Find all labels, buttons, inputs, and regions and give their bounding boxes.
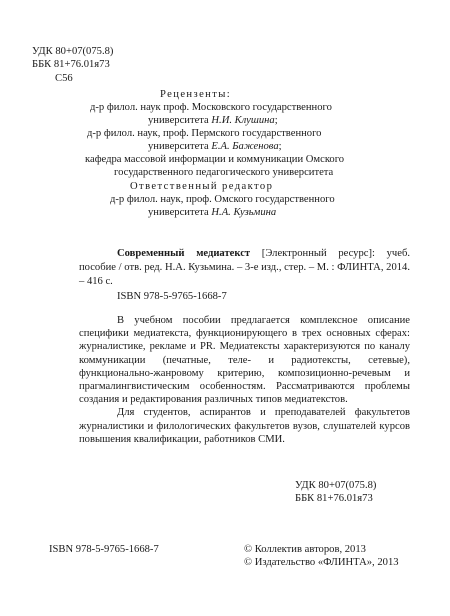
bbk-code-bottom: ББК 81+76.01я73 xyxy=(295,493,373,504)
bibliographic-isbn: ISBN 978-5-9765-1668-7 xyxy=(117,291,227,302)
editor-line2: университета Н.А. Кузьмина xyxy=(148,207,277,218)
reviewer-1-line1: д-р филол. наук проф. Московского государственного xyxy=(90,102,332,113)
udk-code-bottom: УДК 80+07(075.8) xyxy=(295,480,377,491)
reviewer-3-line2: государственного педагогического университета xyxy=(114,167,334,178)
reviewers-heading: Рецензенты: xyxy=(160,89,232,100)
footer-isbn: ISBN 978-5-9765-1668-7 xyxy=(49,544,159,555)
editor-line1: д-р филол. наук, проф. Омского государственного xyxy=(110,194,335,205)
reviewer-3-line1: кафедра массовой информации и коммуникации Омского xyxy=(85,154,345,165)
reviewer-2-line2: университета Е.А. Баженова; xyxy=(148,141,282,152)
annotation-paragraph-1: В учебном пособии предлагается комплексное описание специфики медиатекста, функционирующего в трех основных сферах: журналистике, рекламе и PR. Медиатексты характеризуются по каналу коммуникации (печатные, теле- и радиотексты, сетевые), функционально-жанровому критерию, композиционно-речевым и прагмалингвистическим особенностям. Рассматриваются проблемы создания и редактирования различных типов медиатекстов. xyxy=(79,315,410,406)
annotation-paragraph-2: Для студентов, аспирантов и преподавателей факультетов журналистики и филологических факультетов вузов, слушателей курсов повышения квалификации, работников СМИ. xyxy=(79,407,410,445)
book-title: Современный медиатекст xyxy=(117,248,251,259)
reviewer-2-line1: д-р филол. наук, проф. Пермского государственного xyxy=(87,128,322,139)
editor-heading: Ответственный редактор xyxy=(130,181,274,192)
copyright-publisher: © Издательство «ФЛИНТА», 2013 xyxy=(244,557,399,568)
reviewer-2-name: Е.А. Баженова xyxy=(211,141,279,152)
bibliographic-description: Современный медиатекст [Электронный ресурс]: учеб. пособие / отв. ред. Н.А. Кузьмина. – 3-е изд., стер. – М. : ФЛИНТА, 2014. – 416 с. xyxy=(79,248,410,287)
bibliographic-record xyxy=(79,247,410,289)
author-mark: С56 xyxy=(55,73,73,84)
editor-name: Н.А. Кузьмина xyxy=(211,207,277,218)
copyright-authors: © Коллектив авторов, 2013 xyxy=(244,544,366,555)
annotation xyxy=(79,314,410,446)
bbk-code: ББК 81+76.01я73 xyxy=(32,59,110,70)
reviewer-1-line2: университета Н.И. Клушина; xyxy=(148,115,278,126)
udk-code: УДК 80+07(075.8) xyxy=(32,46,114,57)
reviewer-1-name: Н.И. Клушина xyxy=(211,115,275,126)
